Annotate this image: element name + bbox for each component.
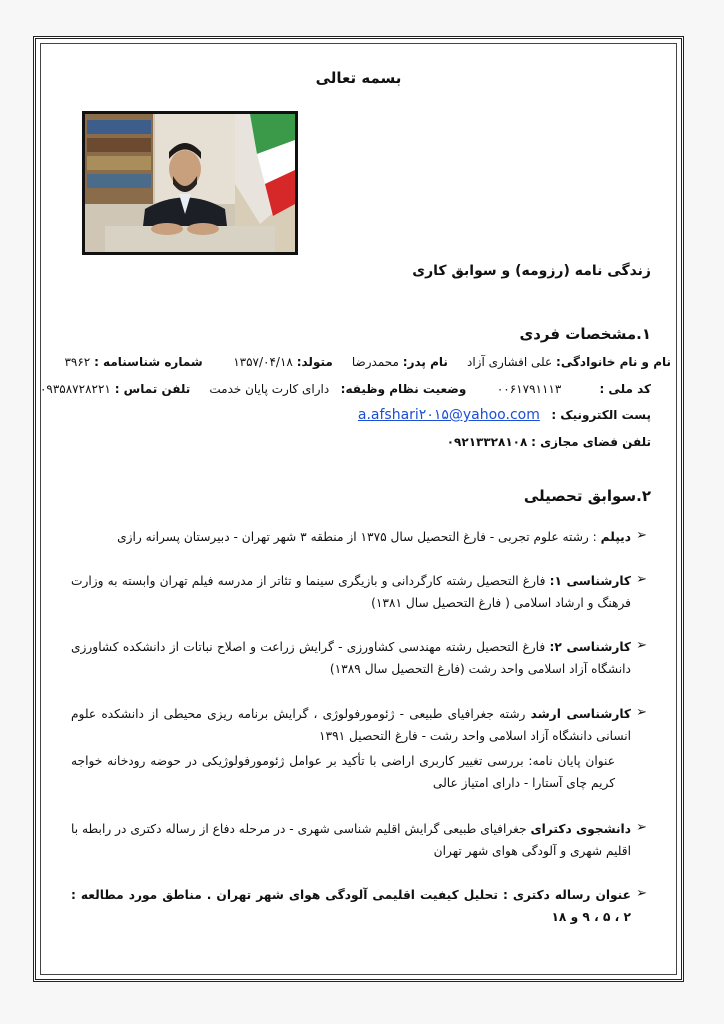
education-item: [71, 703, 631, 747]
phone-value: ۰۹۳۵۸۷۲۸۲۲۱: [39, 382, 111, 396]
name-label: نام و نام خانوادگی:: [556, 355, 671, 369]
idno-value: ۳۹۶۲: [64, 355, 91, 369]
national-code-label: کد ملی :: [599, 382, 651, 396]
section-education-title: ۲.سوابق تحصیلی: [523, 487, 651, 505]
education-item-text: جغرافیای طبیعی گرایش اقلیم شناسی شهری - در مرحله دفاع از رساله دکتری در رابطه با اقلیم شهری و آلودگی هوای شهر تهران: [71, 822, 631, 858]
profile-photo: [82, 111, 298, 255]
bullet-arrow-icon: ➢: [636, 638, 647, 653]
education-item-text: رشته جغرافیای طبیعی - ژئومورفولوژی ، گرایش برنامه ریزی محیطی از دانشکده علوم انسانی دانشگاه آزاد اسلامی واحد رشت - فارغ التحصیل ۱۳۹۱: [71, 707, 631, 743]
military-value: دارای کارت پایان خدمت: [209, 382, 330, 396]
born-label: متولد:: [296, 355, 333, 369]
father-value: محمدرضا: [351, 355, 399, 369]
education-item-text: : رشته علوم تجربی - فارغ التحصیل سال ۱۳۷۵ از منطقه ۳ شهر تهران - دبیرستان پسرانه رازی: [117, 530, 601, 544]
bullet-arrow-icon: ➢: [636, 705, 647, 720]
email-label: پست الکترونیک :: [551, 408, 651, 422]
section-personal-title: ۱.مشخصات فردی: [519, 325, 651, 343]
born-value: ۱۳۵۷/۰۴/۱۸: [233, 355, 293, 369]
bullet-arrow-icon: ➢: [636, 528, 647, 543]
personal-line-3: [46, 407, 651, 423]
resume-title: زندگی نامه (رزومه) و سوابق کاری: [412, 263, 651, 279]
phone-label: تلفن تماس :: [114, 382, 191, 396]
national-code-value: ۰۰۶۱۷۹۱۱۱۳: [496, 382, 562, 396]
bullet-arrow-icon: ➢: [636, 886, 647, 901]
education-item-title: کارشناسی ۲:: [549, 640, 631, 654]
name-value: علی افشاری آزاد: [466, 355, 553, 369]
education-item-text: تحلیل کیفیت اقلیمی آلودگی هوای شهر تهران . مناطق مورد مطالعه : ۲ ، ۵ ، ۹ و ۱۸: [71, 888, 631, 924]
education-item-title: دیپلم: [600, 530, 631, 544]
bullet-arrow-icon: ➢: [636, 820, 647, 835]
personal-line-1: [46, 355, 671, 369]
profile-photo-image: [85, 114, 295, 252]
page-heading: بسمه تعالی: [315, 69, 402, 87]
personal-line-4: [46, 435, 651, 449]
education-item-text: فارغ التحصیل رشته کارگردانی و بازیگری سینما و تئاتر از مدرسه فیلم تهران وابسته به وزارت فرهنگ و ارشاد اسلامی ( فارغ التحصیل سال ۱۳۸۱): [71, 574, 631, 610]
father-label: نام پدر:: [402, 355, 448, 369]
education-item-title: کارشناسی ۱:: [549, 574, 632, 588]
education-item-title: کارشناسی ارشد: [530, 707, 631, 721]
personal-line-2: [39, 382, 651, 396]
education-item-title: عنوان رساله دکتری :: [502, 888, 631, 902]
military-label: وضعیت نظام وظیفه:: [340, 382, 467, 396]
education-item-text: فارغ التحصیل رشته مهندسی کشاورزی - گرایش زراعت و اصلاح نباتات از دانشکده کشاورزی دانشگاه آزاد اسلامی واحد رشت (فارغ التحصیل سال ۱۳۸۹): [71, 640, 631, 676]
idno-label: شماره شناسنامه :: [94, 355, 203, 369]
education-item-title: دانشجوی دکترای: [530, 822, 631, 836]
education-item: [71, 818, 631, 862]
email-link[interactable]: a.afshari۲۰۱۵@yahoo.com: [357, 407, 540, 423]
virtual-phone-label: تلفن فضای مجازی :: [531, 435, 651, 449]
bullet-arrow-icon: ➢: [636, 572, 647, 587]
education-item: [71, 636, 631, 680]
virtual-phone-value: ۰۹۲۱۳۳۲۸۱۰۸: [446, 435, 528, 449]
thesis-note: عنوان پایان نامه: بررسی تغییر کاربری اراضی با تأکید بر عوامل ژئومورفولوژیکی در حوضه رودخانه خواجه کریم چای آستارا - دارای امتیاز عالی: [71, 754, 615, 790]
education-item: [71, 526, 631, 548]
education-item: [71, 884, 631, 928]
education-item: [71, 570, 631, 614]
resume-page: [33, 36, 684, 982]
